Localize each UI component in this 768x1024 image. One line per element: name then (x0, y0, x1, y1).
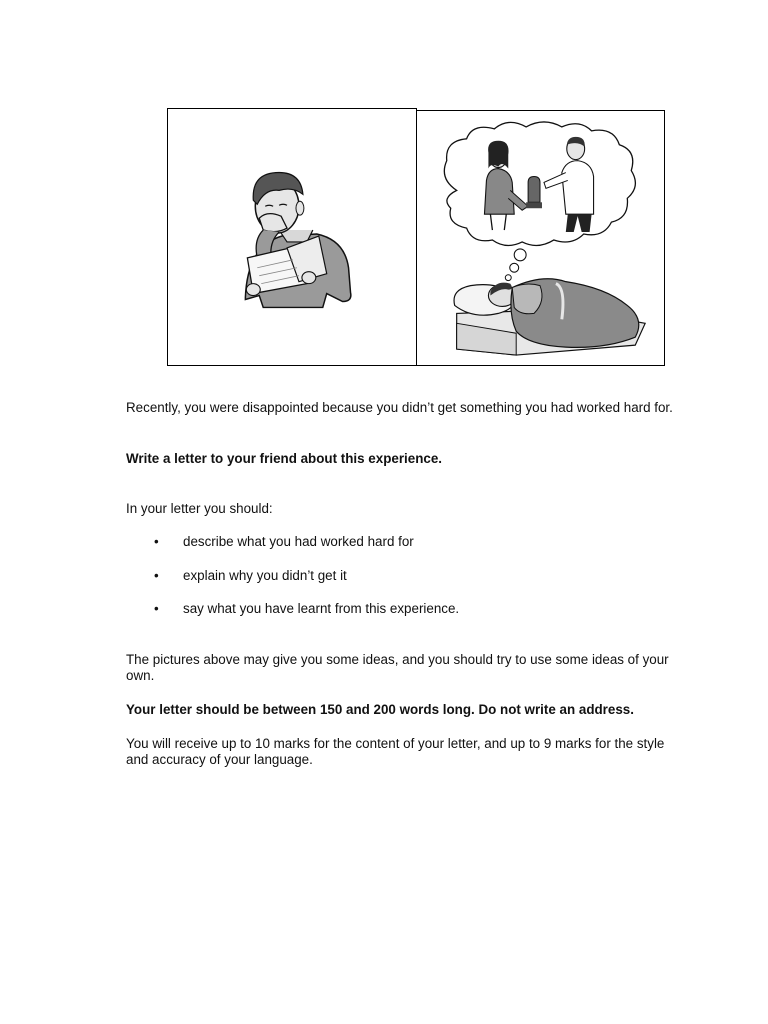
list-intro: In your letter you should: (126, 501, 273, 516)
person-dreaming-of-award-illustration (416, 110, 665, 366)
ideas-paragraph: The pictures above may give you some ideas, and you should try to use some ideas of your own. (126, 652, 669, 683)
list-item-text: explain why you didn’t get it (183, 568, 347, 583)
illustration-panel (167, 108, 665, 366)
list-item-text: describe what you had worked hard for (183, 534, 414, 549)
length-instruction: Your letter should be between 150 and 200 words long. Do not write an address. (126, 702, 634, 717)
intro-paragraph: Recently, you were disappointed because you didn’t get something you had worked hard for. (126, 400, 673, 415)
person-reading-letter-illustration (167, 108, 417, 366)
bullet-icon: • (154, 534, 159, 549)
bullet-icon: • (154, 568, 159, 583)
list-item-text: say what you have learnt from this experience. (183, 601, 460, 616)
marks-paragraph: You will receive up to 10 marks for the content of your letter, and up to 9 marks for the style and accuracy of your language. (126, 736, 665, 767)
bullet-icon: • (154, 601, 159, 616)
task-instruction: Write a letter to your friend about this experience. (126, 451, 442, 466)
